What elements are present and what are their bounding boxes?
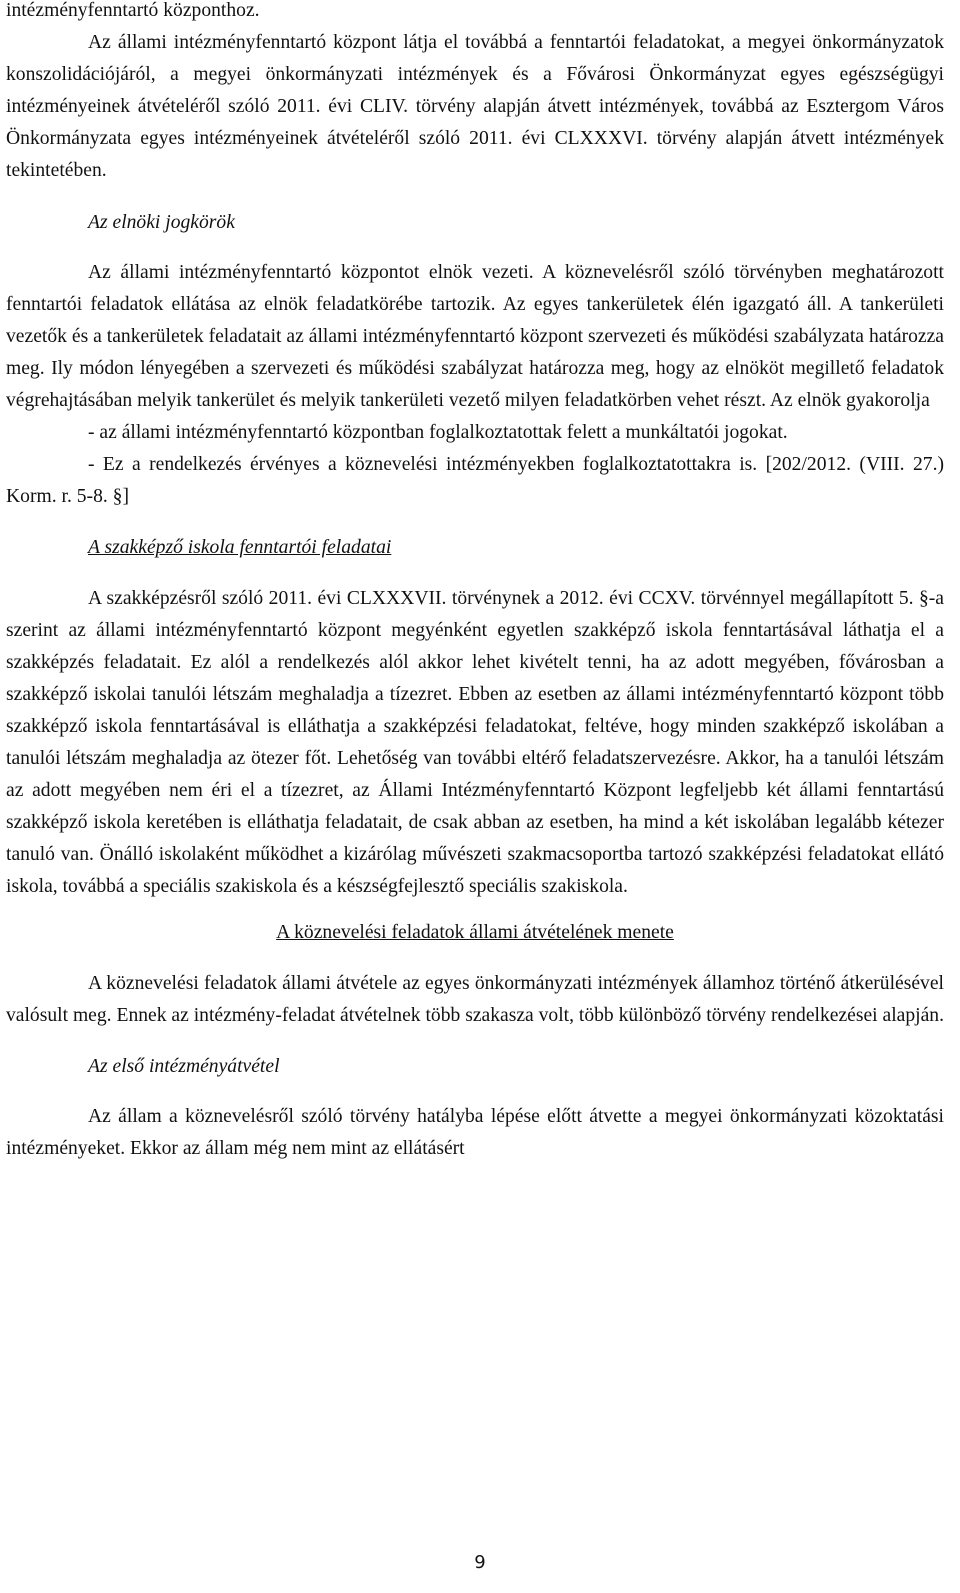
heading-szakkepzo-iskola: A szakképző iskola fenntartói feladatai bbox=[88, 537, 392, 559]
paragraph-szakkepzes: A szakképzésről szóló 2011. évi CLXXXVII. törvénynek a 2012. évi CCXV. törvénnyel megállapított 5. §-a szerint az állami intézményfenntartó központ megyénként egyetlen szakképző iskola fenntartásával láthatja el a szakképzés feladatait. Ez alól a rendelkezés alól akkor lehet kivételt tenni, ha az adott megyében, fővárosban a szakképző iskolai tanulói létszám meghaladja a tízezret. Ebben az esetben az állami intézményfenntartó központ több szakképző iskola fenntartásával is elláthatja a szakképzési feladatokat, feltéve, hogy minden szakképző iskolában a tanulói létszám meghaladja az ötezer főt. Lehetőség van további eltérő feladatszervezésre. Akkor, ha a tanulói létszám az adott megyében nem éri el a tízezret, az Állami Intézményfenntartó Központ legfeljebb két állami fenntartású szakképző iskola keretében is elláthatja feladatait, de csak abban az esetben, ha mind a két iskolában legalább kétezer tanuló van. Önálló iskolaként működhet a kizárólag művészeti szakmacsoportba tartozó szakképzési feladatokat ellátó iskola, továbbá a speciális szakiskola és a készségfejlesztő speciális szakiskola. bbox=[6, 587, 944, 898]
paragraph-elnok: Az állami intézményfenntartó központot elnök vezeti. A köznevelésről szóló törvényben meghatározott fenntartói feladatok ellátása az elnök feladatkörébe tartozik. Az egyes tankerületek élén igazgató áll. A tankerületi vezetők és a tankerületek feladatait az állami intézményfenntartó központ szervezeti és működési szabályzata határozza meg. Ily módon lényegében a szervezeti és működési szabályzat határozza meg, hogy az elnököt megillető feladatok végrehajtásában melyik tankerület és melyik tankerületi vezető milyen feladatkörben vehet részt. Az elnök gyakorolja bbox=[6, 261, 944, 412]
heading-elnoki-jogkorok: Az elnöki jogkörök bbox=[88, 211, 235, 233]
list-item-rendelkezes: - Ez a rendelkezés érvényes a köznevelési intézményekben foglalkoztatottakra is. [202/2012. (VIII. 27.) Korm. r. 5-8. §] bbox=[6, 454, 944, 508]
page-number: 9 bbox=[474, 1552, 486, 1573]
paragraph-fenntartoi-feladatok: Az állami intézményfenntartó központ látja el továbbá a fenntartói feladatokat, a megyei önkormányzatok konszolidációjáról, a megyei önkormányzati intézmények és a Fővárosi Önkormányzat egyes egészségügyi intézményeinek átvételéről szóló 2011. évi CLIV. törvény alapján átvett intézmények, továbbá az Esztergom Város Önkormányzata egyes intézményeinek átvételéről szóló 2011. évi CLXXXVI. törvény alapján átvett intézmények tekintetében. bbox=[6, 32, 944, 182]
paragraph-elso-atvetel: Az állam a köznevelésről szóló törvény hatályba lépése előtt átvette a megyei önkormányzati közoktatási intézményeket. Ekkor az állam még nem mint az ellátásért bbox=[6, 1105, 944, 1159]
paragraph-atvetel: A köznevelési feladatok állami átvétele az egyes önkormányzati intézmények államhoz történő átkerülésével valósult meg. Ennek az intézmény-feladat átvételnek több szakasza volt, több különböző törvény rendelkezései alapján. bbox=[6, 972, 944, 1026]
list-item-munkaltatoi-jogok: - az állami intézményfenntartó központban foglalkoztatottak felett a munkáltatói jogokat. bbox=[88, 422, 788, 444]
heading-allami-atvetel-menete: A köznevelési feladatok állami átvételének menete bbox=[276, 922, 674, 944]
paragraph-continuation: intézményfenntartó központhoz. bbox=[6, 0, 260, 21]
heading-elso-intezmenyatvetel: Az első intézményátvétel bbox=[88, 1055, 280, 1077]
